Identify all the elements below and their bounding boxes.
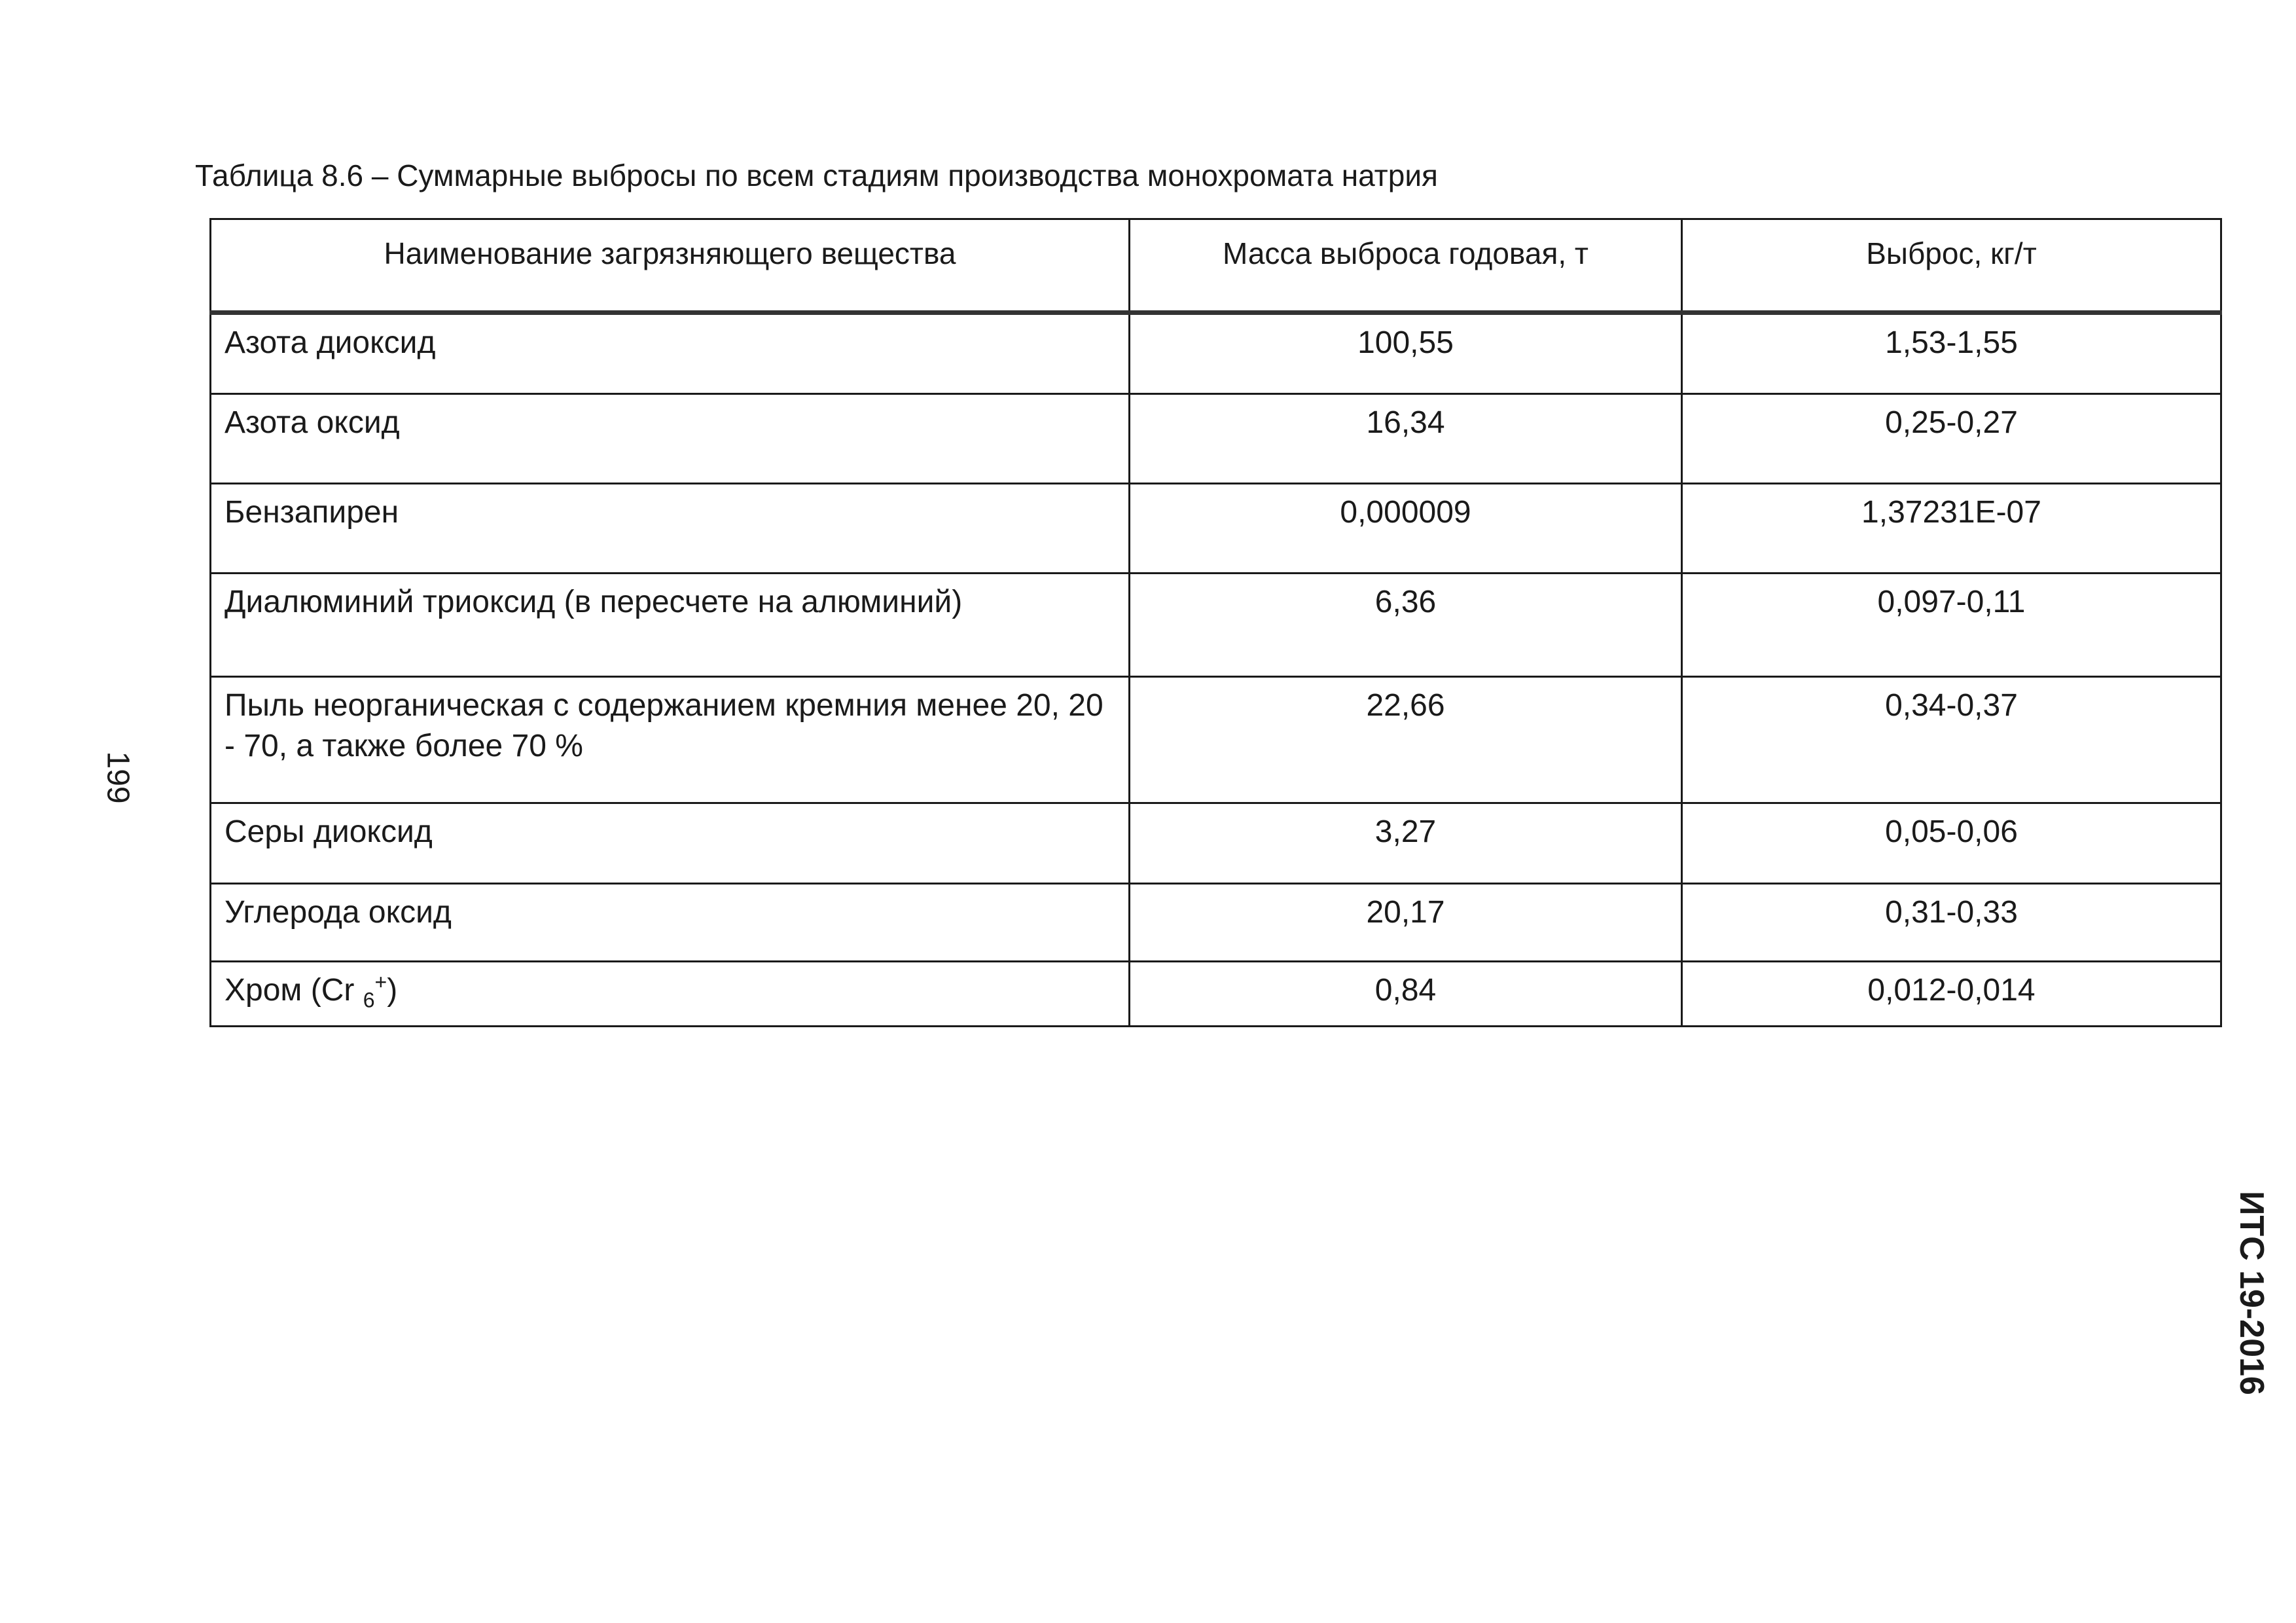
annual-mass: 0,84	[1130, 962, 1682, 1027]
emission-rate: 0,34-0,37	[1682, 677, 2221, 803]
substance-name-suffix: )	[387, 973, 398, 1008]
table-row	[211, 313, 2221, 394]
column-header-emission-rate: Выброс, кг/т	[1682, 219, 2221, 313]
substance-name: Диалюминий триоксид (в пересчете на алюминий)	[211, 574, 1130, 677]
table-row	[211, 884, 2221, 962]
substance-name: Пыль неорганическая с содержанием кремния менее 20, 20 - 70, а также более 70 %	[211, 677, 1130, 803]
emission-rate: 0,05-0,06	[1682, 803, 2221, 884]
annual-mass: 100,55	[1130, 313, 1682, 394]
table-caption: Таблица 8.6 – Суммарные выбросы по всем стадиям производства монохромата натрия	[195, 158, 1438, 192]
substance-name	[211, 962, 1130, 1027]
substance-name: Углерода оксид	[211, 884, 1130, 962]
table-row	[211, 677, 2221, 803]
emission-rate: 0,012-0,014	[1682, 962, 2221, 1027]
substance-name: Бензапирен	[211, 484, 1130, 574]
emission-rate: 0,097-0,11	[1682, 574, 2221, 677]
annual-mass: 0,000009	[1130, 484, 1682, 574]
substance-name: Серы диоксид	[211, 803, 1130, 884]
annual-mass: 20,17	[1130, 884, 1682, 962]
substance-name: Азота диоксид	[211, 313, 1130, 394]
emission-rate: 0,25-0,27	[1682, 394, 2221, 484]
table-row	[211, 484, 2221, 574]
chromium-valence-subscript: 6	[363, 988, 375, 1012]
substance-name: Азота оксид	[211, 394, 1130, 484]
emission-rate: 1,37231E-07	[1682, 484, 2221, 574]
annual-mass: 6,36	[1130, 574, 1682, 677]
emissions-table	[209, 218, 2222, 1027]
annual-mass: 3,27	[1130, 803, 1682, 884]
table-row	[211, 574, 2221, 677]
substance-name-prefix: Хром (Cr	[224, 973, 363, 1008]
emission-rate: 1,53-1,55	[1682, 313, 2221, 394]
table-header-row	[211, 219, 2221, 313]
annual-mass: 22,66	[1130, 677, 1682, 803]
annual-mass: 16,34	[1130, 394, 1682, 484]
document-code: ИТС 19-2016	[2233, 1191, 2270, 1395]
table-row	[211, 962, 2221, 1027]
emission-rate: 0,31-0,33	[1682, 884, 2221, 962]
table-row	[211, 803, 2221, 884]
column-header-annual-mass: Масса выброса годовая, т	[1130, 219, 1682, 313]
chromium-charge-superscript: +	[374, 970, 387, 994]
table-row	[211, 394, 2221, 484]
page-number: 199	[100, 751, 135, 804]
column-header-substance: Наименование загрязняющего вещества	[211, 219, 1130, 313]
